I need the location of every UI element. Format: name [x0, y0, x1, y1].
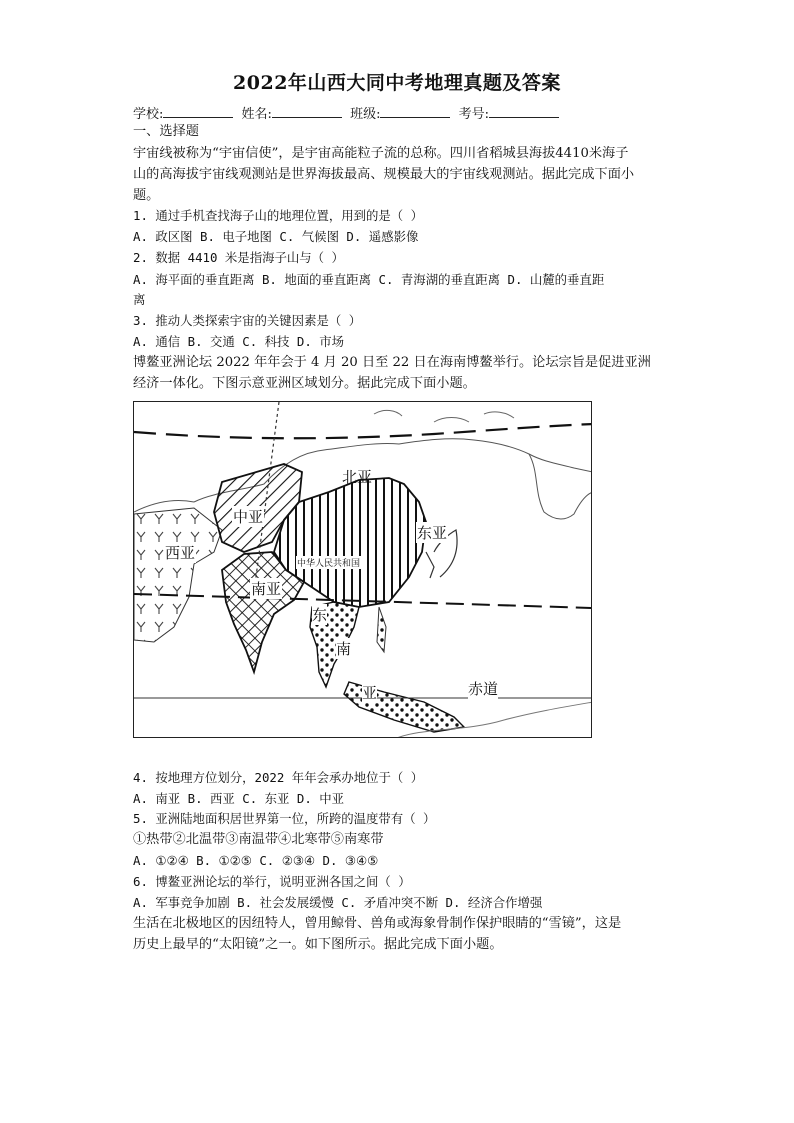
- section-heading: 一、选择题: [133, 124, 199, 139]
- passage1-line3: 题。: [133, 188, 160, 203]
- label-se-nan: 南: [336, 640, 352, 658]
- school-blank: [163, 106, 233, 118]
- school-label: 学校:: [133, 107, 164, 122]
- student-info-row: [133, 103, 563, 122]
- exam-no-blank: [489, 106, 559, 118]
- philippines: [377, 607, 386, 652]
- q4-options: A. 南亚 B. 西亚 C. 东亚 D. 中亚: [133, 791, 345, 806]
- name-label: 姓名:: [241, 107, 272, 122]
- class-blank: [380, 106, 450, 118]
- q5-options: A. ①②④ B. ①②⑤ C. ②③④ D. ③④⑤: [133, 853, 379, 868]
- q3-stem: 3. 推动人类探索宇宙的关键因素是（ ）: [133, 313, 362, 328]
- label-equator: 赤道: [468, 680, 499, 698]
- passage2-line1: 博鳌亚洲论坛 2022 年年会于 4 月 20 日至 22 日在海南博鳌举行。论坛宗旨是促进亚洲: [133, 355, 651, 370]
- q2-stem: 2. 数据 4410 米是指海子山与（ ）: [133, 250, 344, 265]
- label-south-asia: 南亚: [251, 580, 282, 598]
- page-title: 2022年山西大同中考地理真题及答案: [233, 72, 561, 94]
- label-north-asia: 北亚: [342, 468, 373, 486]
- passage3-line1: 生活在北极地区的因纽特人，曾用鲸骨、兽角或海象骨制作保护眼睛的“雪镜”，这是: [133, 916, 622, 931]
- label-central-asia: 中亚: [233, 508, 264, 526]
- arctic-islands: [374, 410, 514, 422]
- q4-stem: 4. 按地理方位划分，2022 年年会承办地位于（ ）: [133, 770, 424, 785]
- name-blank: [272, 106, 342, 118]
- label-se-ya: 亚: [362, 684, 378, 702]
- q6-stem: 6. 博鳌亚洲论坛的举行，说明亚洲各国之间（ ）: [133, 874, 411, 889]
- passage2-line2: 经济一体化。下图示意亚洲区域划分。据此完成下面小题。: [133, 376, 476, 391]
- q3-options: A. 通信 B. 交通 C. 科技 D. 市场: [133, 334, 345, 349]
- q1-stem: 1. 通过手机查找海子山的地理位置，用到的是（ ）: [133, 208, 424, 223]
- asia-region-map: [133, 401, 592, 738]
- q1-options: A. 政区图 B. 电子地图 C. 气候图 D. 遥感影像: [133, 229, 419, 244]
- class-label: 班级:: [350, 107, 381, 122]
- passage1-line1: 宇宙线被称为“宇宙信使”，是宇宙高能粒子流的总称。四川省稻城县海拔4410米海子: [133, 146, 629, 161]
- q5-stem: 5. 亚洲陆地面积居世界第一位，所跨的温度带有（ ）: [133, 811, 436, 826]
- arctic-circle-line: [134, 424, 592, 438]
- east-asia-korea: [426, 552, 434, 578]
- passage3-line2: 历史上最早的“太阳镜”之一。如下图所示。据此完成下面小题。: [133, 937, 503, 952]
- q2-options-line2: 离: [133, 292, 146, 307]
- q5-sub: ①热带②北温带③南温带④北寒带⑤南寒带: [133, 832, 384, 847]
- west-asia-region: [134, 508, 222, 642]
- east-coastline: [529, 454, 592, 519]
- q2-options-line1: A. 海平面的垂直距离 B. 地面的垂直距离 C. 青海湖的垂直距离 D. 山麓的垂直距: [133, 272, 605, 287]
- passage1-line2: 山的高海拔宇宙线观测站是世界海拔最高、规模最大的宇宙线观测站。据此完成下面小: [133, 167, 635, 182]
- label-se-dong: 东: [312, 606, 328, 624]
- label-west-asia: 西亚: [165, 544, 196, 562]
- exam-no-label: 考号:: [458, 107, 489, 122]
- q6-options: A. 军事竞争加剧 B. 社会发展缓慢 C. 矛盾冲突不断 D. 经济合作增强: [133, 895, 543, 910]
- label-east-asia: 东亚: [417, 524, 448, 542]
- label-china: 中华人民共和国: [296, 556, 361, 569]
